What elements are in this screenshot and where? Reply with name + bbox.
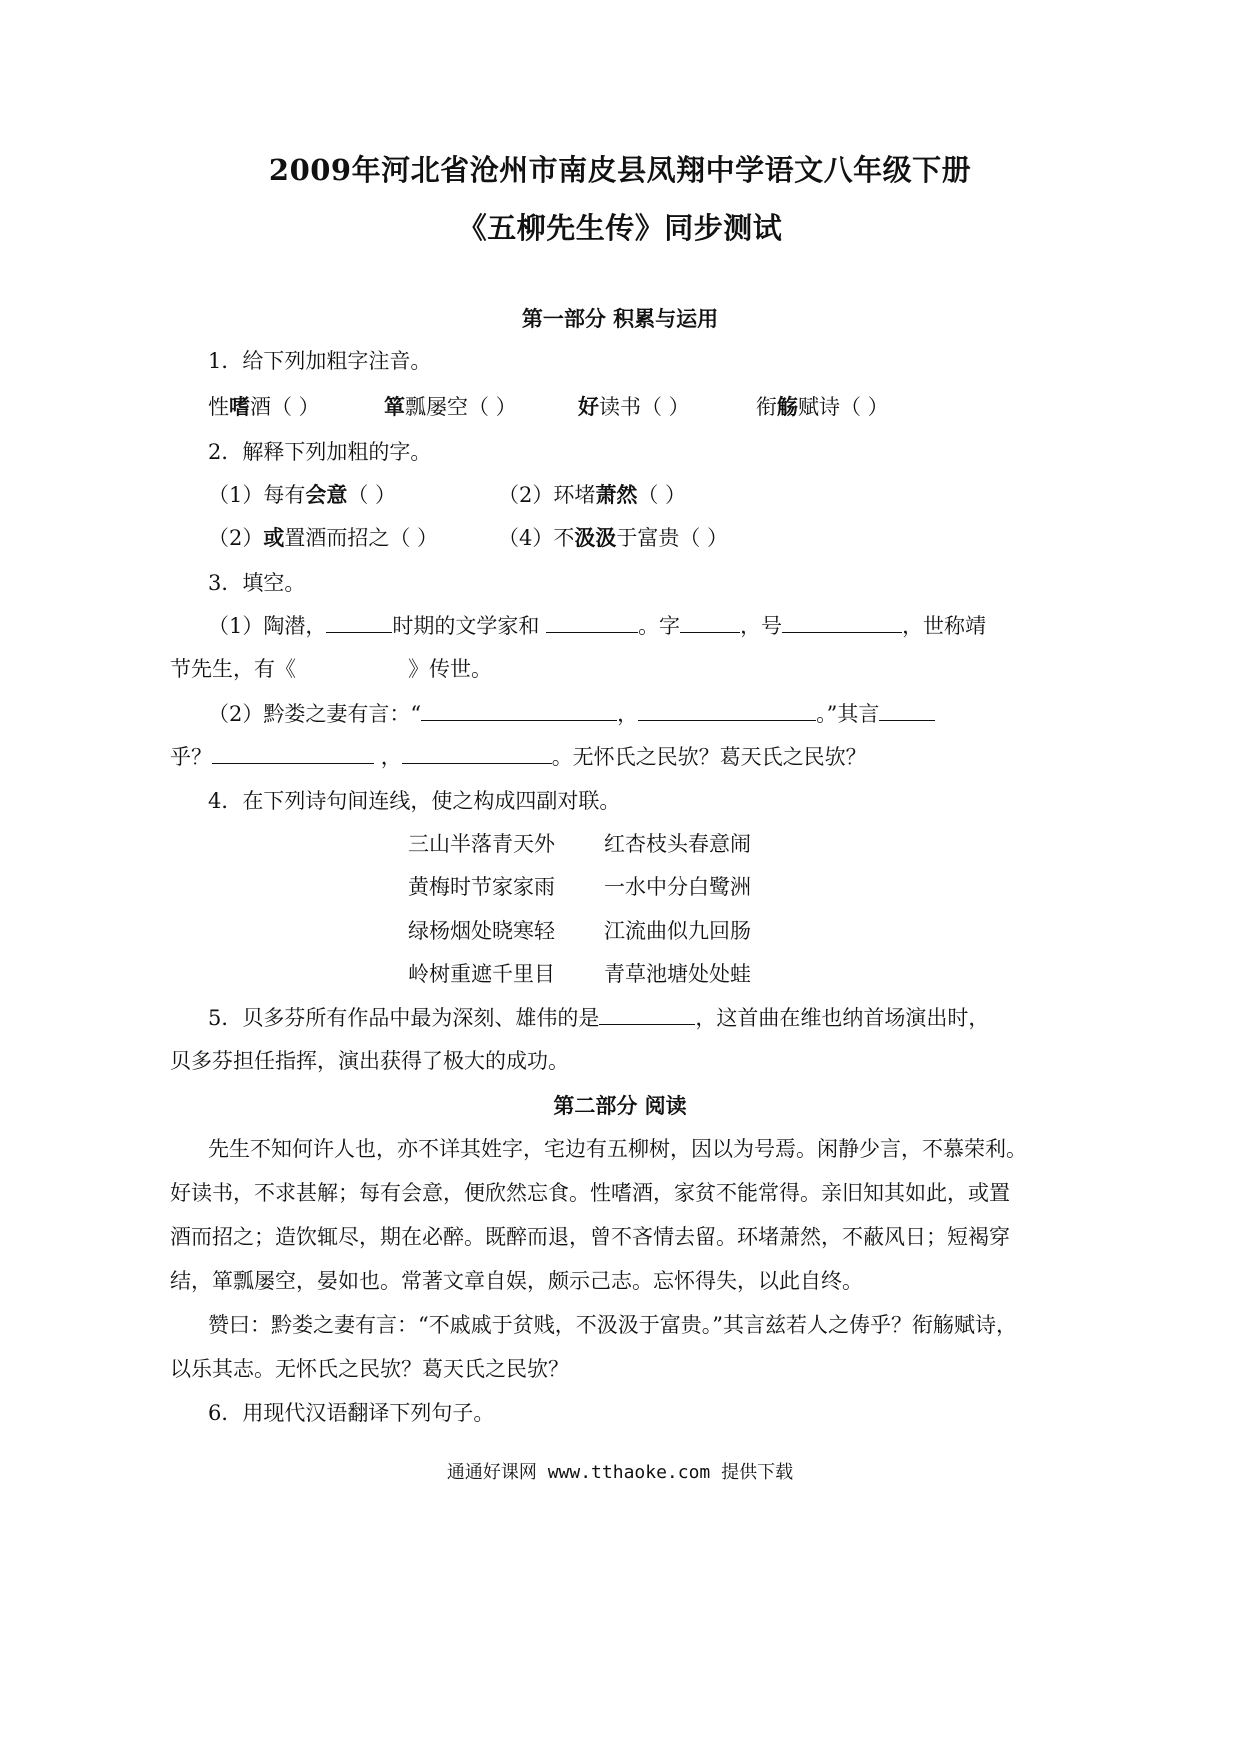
zan-line-1: 赞曰：黔娄之妻有言：“不戚戚于贫贱，不汲汲于富贵。”其言兹若人之俦乎？衔觞赋诗， <box>208 1313 1017 1337</box>
q1-stem: 1．给下列加粗字注音。 <box>208 349 432 373</box>
fill-blank[interactable] <box>680 610 740 633</box>
passage-line-1: 先生不知何许人也，亦不详其姓字，宅边有五柳树，因以为号焉。闲静少言，不慕荣利。 <box>208 1137 1027 1161</box>
q2-item-3: （2）或置酒而招之（ ） <box>208 525 439 550</box>
fill-blank[interactable] <box>402 741 552 764</box>
couplet-left-1: 三山半落青天外 <box>408 832 555 856</box>
q3-p1-line1: （1）陶潜， 时期的文学家和 。字 ，号 ，世称靖 <box>208 610 986 640</box>
q2-item-4: （4）不汲汲于富贵（ ） <box>498 525 729 550</box>
q3-p2-line2: 乎？ ， 。无怀氏之民欤？葛天氏之民欤？ <box>170 741 867 771</box>
fill-blank[interactable] <box>212 741 374 764</box>
page-footer: 通通好课网 www.tthaoke.com 提供下载 <box>446 1462 794 1483</box>
couplet-left-2: 黄梅时节家家雨 <box>408 875 555 899</box>
part2-heading: 第二部分 阅读 <box>553 1093 687 1118</box>
couplet-right-4: 青草池塘处处蛙 <box>604 962 751 986</box>
q5-line2: 贝多芬担任指挥，演出获得了极大的成功。 <box>170 1049 569 1073</box>
couplet-left-3: 绿杨烟处晓寒轻 <box>408 919 555 943</box>
q1-item-2: 箪瓢屡空（ ） <box>384 394 517 419</box>
q4-stem: 4．在下列诗句间连线，使之构成四副对联。 <box>208 789 621 813</box>
fill-blank[interactable] <box>546 610 638 633</box>
q6-stem: 6．用现代汉语翻译下列句子。 <box>208 1401 495 1425</box>
fill-blank[interactable] <box>326 610 392 633</box>
q3-p1-line2: 节先生，有《 》传世。 <box>170 657 492 681</box>
passage-line-2: 好读书，不求甚解；每有会意，便欣然忘食。性嗜酒，家贫不能常得。亲旧知其如此，或置 <box>170 1181 1010 1205</box>
passage-line-4: 结，箪瓢屡空，晏如也。常著文章自娱，颇示己志。忘怀得失，以此自终。 <box>170 1269 863 1293</box>
q1-item-1: 性嗜酒（ ） <box>208 394 320 419</box>
fill-blank[interactable] <box>421 698 617 721</box>
q2-stem: 2．解释下列加粗的字。 <box>208 440 432 464</box>
q1-item-4: 衔觞赋诗（ ） <box>756 394 889 419</box>
fill-blank[interactable] <box>599 1002 695 1025</box>
couplet-right-2: 一水中分白鹭洲 <box>604 875 751 899</box>
q3-p2-line1: （2）黔娄之妻有言：“ ， 。”其言 <box>208 698 935 728</box>
zan-line-2: 以乐其志。无怀氏之民欤？葛天氏之民欤？ <box>170 1357 569 1381</box>
doc-title-line1: 2009年河北省沧州市南皮县凤翔中学语文八年级下册 <box>268 153 972 187</box>
q1-item-3: 好读书（ ） <box>578 394 690 419</box>
doc-title-line2: 《五柳先生传》同步测试 <box>457 211 783 245</box>
couplet-left-4: 岭树重遮千里目 <box>408 962 555 986</box>
fill-blank[interactable] <box>638 698 816 721</box>
fill-blank[interactable] <box>879 698 935 721</box>
q2-item-2: （2）环堵萧然（ ） <box>498 482 687 507</box>
passage-line-3: 酒而招之；造饮辄尽，期在必醉。既醉而退，曾不吝情去留。环堵萧然，不蔽风日；短褐穿 <box>170 1225 1010 1249</box>
couplet-right-3: 江流曲似九回肠 <box>604 919 751 943</box>
q3-stem: 3．填空。 <box>208 571 306 595</box>
fill-blank[interactable] <box>782 610 902 633</box>
q2-item-1: （1）每有会意（ ） <box>208 482 397 507</box>
q5-line1: 5．贝多芬所有作品中最为深刻、雄伟的是 ，这首曲在维也纳首场演出时， <box>208 1002 989 1032</box>
part1-heading: 第一部分 积累与运用 <box>521 306 719 331</box>
couplet-right-1: 红杏枝头春意闹 <box>604 832 751 856</box>
